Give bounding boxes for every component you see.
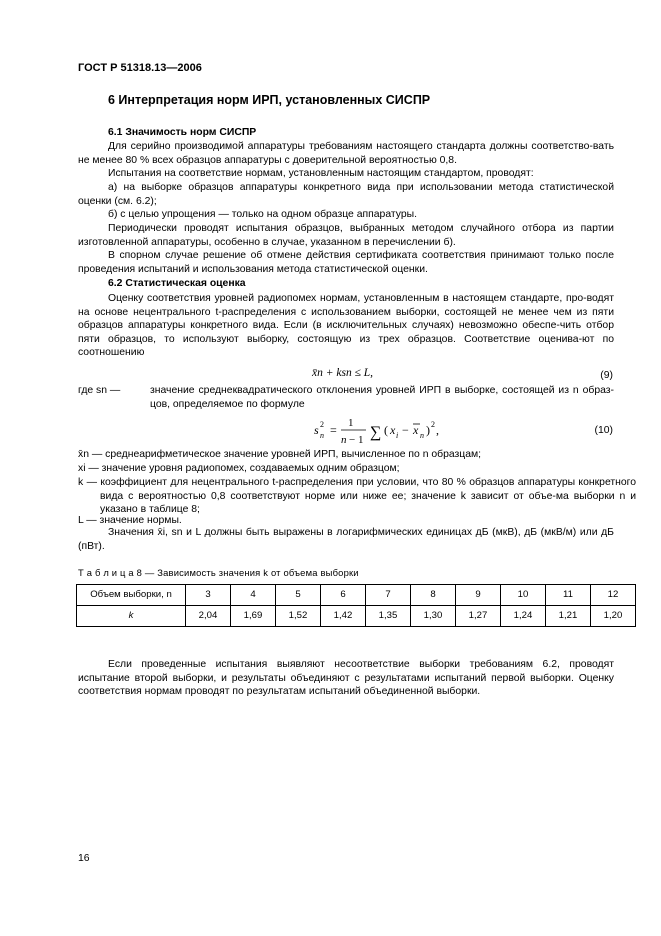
table-cell-n: 8 xyxy=(411,585,456,606)
paragraph-p2: Испытания на соответствие нормам, установленным настоящим стандартом, проводят: xyxy=(108,168,534,179)
table-cell-k: 1,35 xyxy=(366,606,411,627)
subsection-6-1-title: 6.1 Значимость норм СИСПР xyxy=(108,127,257,138)
table-cell-n: 4 xyxy=(231,585,276,606)
paragraph-p3: а) на выборке образцов аппаратуры конкретного вида при использовании метода статистической оценки (см. 6.2); xyxy=(78,182,614,207)
svg-text:n: n xyxy=(420,431,424,440)
svg-text:n: n xyxy=(341,434,347,446)
table-cell-k: 1,21 xyxy=(546,606,591,627)
paragraph-p8: Значения x̄i, sn и L должны быть выражены в логарифмических единицах дБ (мкВ), дБ (мкВ/м) или дБ (пВт). xyxy=(78,527,614,552)
svg-text:,: , xyxy=(436,423,439,437)
svg-text:s: s xyxy=(314,423,319,437)
table-8 xyxy=(76,584,636,627)
table-cell-k: 2,04 xyxy=(186,606,231,627)
table-cell-n: 10 xyxy=(501,585,546,606)
table-cell-k: 1,69 xyxy=(231,606,276,627)
table-cell-k: 1,42 xyxy=(321,606,366,627)
svg-text:− 1: − 1 xyxy=(349,434,364,446)
svg-text:n: n xyxy=(320,431,324,440)
definition-xn: x̄n — среднеарифметическое значение уровней ИРП, вычисленное по n образцам; xyxy=(78,449,482,460)
table-cell-k: 1,27 xyxy=(456,606,501,627)
svg-text:2: 2 xyxy=(431,420,435,429)
definition-xi: xi — значение уровня радиопомех, создаваемых одним образцом; xyxy=(78,463,400,474)
svg-text:): ) xyxy=(426,423,430,437)
svg-text:x: x xyxy=(413,423,419,437)
table-cell-n: 3 xyxy=(186,585,231,606)
definition-k: k — коэффициент для нецентрального t-распределения при условии, что 80 % образцов аппаратуры конкретного вида с вероятностью 0,8 соответствуют норме или ниже ее; значение k зависит от объе-ма выборки n и указано в таблице 8; xyxy=(78,477,636,515)
equation-9 xyxy=(312,367,373,381)
paragraph-p9: Если проведенные испытания выявляют несоответствие выборки требованиям 6.2, проводят испытание второй выборки, и результаты объединяют с результатами испытаний первой выборки. Оценку соответствия нормам проводят по результатам испытаний объединенной выборки. xyxy=(78,659,614,697)
paragraph-p5: Периодически проводят испытания образцов, выбранных методом случайного отбора из партии изготовленной аппаратуры, особенно в случае, указанном в перечислении б). xyxy=(78,223,614,248)
svg-text:∑: ∑ xyxy=(370,424,382,441)
table-row-n xyxy=(77,585,636,606)
table-cell-k: 1,24 xyxy=(501,606,546,627)
page-number: 16 xyxy=(78,853,90,864)
table-caption: Т а б л и ц а 8 — Зависимость значения k от объема выборки xyxy=(78,567,359,578)
section-title: 6 Интерпретация норм ИРП, установленных СИСПР xyxy=(108,93,431,107)
table-cell-k: 1,52 xyxy=(276,606,321,627)
table-cell-k: 1,20 xyxy=(591,606,636,627)
table-cell-n: 9 xyxy=(456,585,501,606)
equation-10-number: (10) xyxy=(594,425,613,436)
svg-text:i: i xyxy=(396,431,399,440)
paragraph-p1: Для серийно производимой аппаратуры требованиям настоящего стандарта должны соответство-вать не менее 80 % всех образцов аппаратуры с доверительной вероятностью 0,8. xyxy=(78,141,614,166)
table-header-n: Объем выборки, n xyxy=(77,585,186,606)
paragraph-p6: В спорном случае решение об отмене действия сертификата соответствия принимают только после проведения испытаний и использования метода статистической оценки. xyxy=(78,250,614,275)
table-cell-n: 12 xyxy=(591,585,636,606)
svg-text:=: = xyxy=(330,423,337,437)
paragraph-p4: б) с целью упрощения — только на одном образце аппаратуры. xyxy=(108,209,417,220)
equation-9-number: (9) xyxy=(600,370,613,381)
subsection-6-2-title: 6.2 Статистическая оценка xyxy=(108,278,246,289)
equation-10-graphic xyxy=(314,414,524,450)
svg-text:x: x xyxy=(390,423,396,437)
definition-sn: значение среднеквадратического отклонения уровней ИРП в выборке, состоящей из n образ-цов, определяемое по формуле xyxy=(150,385,614,410)
table-cell-n: 5 xyxy=(276,585,321,606)
definition-L: L — значение нормы. xyxy=(78,515,182,526)
equation-9-text: x̄n + ksn ≤ L, xyxy=(312,367,374,379)
table-cell-n: 11 xyxy=(546,585,591,606)
table-cell-k: 1,30 xyxy=(411,606,456,627)
equation-10 xyxy=(314,414,524,450)
definition-sn-lead: где sn — xyxy=(78,385,121,396)
table-header-k: k xyxy=(77,606,186,627)
table-row-k xyxy=(77,606,636,627)
svg-text:−: − xyxy=(402,423,409,437)
table-cell-n: 7 xyxy=(366,585,411,606)
svg-text:2: 2 xyxy=(320,420,324,429)
svg-text:(: ( xyxy=(384,423,388,437)
document-header: ГОСТ Р 51318.13—2006 xyxy=(78,62,202,74)
table-cell-n: 6 xyxy=(321,585,366,606)
paragraph-p7: Оценку соответствия уровней радиопомех нормам, установленным в настоящем стандарте, про-водят на основе нецентрального t-распределения с использованием выборки, состоящей не менее чем из пяти образцов аппаратуры конкретного вида. Если (в исключительных случаях) невозможно обеспе-чить отбор пяти образцов, то используют выборку, состоящую из трех образцов. Соответствие оценива-ют по соотношению xyxy=(78,293,614,358)
svg-text:1: 1 xyxy=(348,417,354,429)
